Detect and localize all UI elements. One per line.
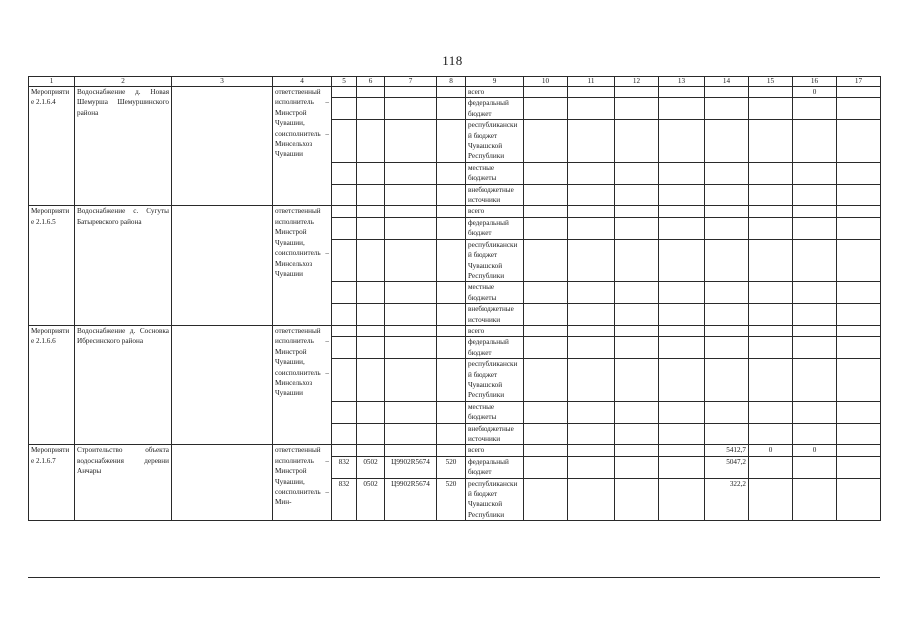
empty-cell — [568, 282, 615, 304]
empty-cell — [524, 98, 568, 120]
empty-cell — [385, 162, 437, 184]
empty-cell — [837, 325, 881, 336]
empty-cell — [749, 304, 793, 326]
empty-cell — [659, 206, 705, 217]
empty-cell — [357, 359, 385, 402]
empty-cell — [793, 162, 837, 184]
empty-cell — [837, 401, 881, 423]
empty-cell — [793, 456, 837, 478]
empty-cell — [172, 445, 273, 521]
executor-cell: ответственный исполнитель – Минстрой Чувашии, соисполнитель – Мин- — [273, 445, 332, 521]
value-cell: 5412,7 — [705, 445, 749, 456]
empty-cell — [659, 337, 705, 359]
empty-cell — [705, 120, 749, 163]
empty-cell — [385, 304, 437, 326]
empty-cell — [568, 87, 615, 98]
empty-cell — [793, 98, 837, 120]
empty-cell — [705, 184, 749, 206]
source-cell: федеральный бюджет — [466, 98, 524, 120]
empty-cell — [749, 87, 793, 98]
empty-cell — [385, 445, 437, 456]
empty-cell — [837, 184, 881, 206]
empty-cell — [615, 401, 659, 423]
empty-cell — [568, 359, 615, 402]
empty-cell — [568, 337, 615, 359]
empty-cell — [568, 456, 615, 478]
empty-cell — [357, 87, 385, 98]
empty-cell — [615, 478, 659, 521]
empty-cell — [615, 325, 659, 336]
col-header-3: 3 — [172, 77, 273, 87]
empty-cell — [357, 120, 385, 163]
empty-cell — [705, 162, 749, 184]
value-cell: 5047,2 — [705, 456, 749, 478]
empty-cell — [749, 120, 793, 163]
empty-cell — [705, 325, 749, 336]
empty-cell — [172, 325, 273, 444]
empty-cell — [332, 337, 357, 359]
value-cell: 0 — [793, 87, 837, 98]
empty-cell — [615, 337, 659, 359]
empty-cell — [437, 162, 466, 184]
empty-cell — [524, 184, 568, 206]
empty-cell — [793, 304, 837, 326]
empty-cell — [659, 120, 705, 163]
empty-cell — [615, 98, 659, 120]
empty-cell — [615, 184, 659, 206]
empty-cell — [793, 282, 837, 304]
empty-cell — [793, 184, 837, 206]
empty-cell — [705, 401, 749, 423]
empty-cell — [437, 401, 466, 423]
empty-cell — [332, 239, 357, 282]
source-cell: всего — [466, 206, 524, 217]
empty-cell — [749, 217, 793, 239]
source-cell: местные бюджеты — [466, 401, 524, 423]
executor-cell: ответственный исполнитель Минстрой Чувашии, соисполнитель – Минсельхоз Чувашии — [273, 206, 332, 325]
table-row — [29, 206, 881, 217]
empty-cell — [437, 184, 466, 206]
empty-cell — [793, 401, 837, 423]
empty-cell — [749, 98, 793, 120]
empty-cell — [749, 401, 793, 423]
table-row — [29, 445, 881, 456]
source-cell: всего — [466, 325, 524, 336]
table-row — [29, 325, 881, 336]
measure-cell: Мероприятие 2.1.6.4 — [29, 87, 75, 206]
empty-cell — [837, 217, 881, 239]
empty-cell — [568, 401, 615, 423]
empty-cell — [659, 217, 705, 239]
empty-cell — [568, 478, 615, 521]
col-header-2: 2 — [75, 77, 172, 87]
measure-name-cell: Строительство объекта водоснабжения деревни Анчары — [75, 445, 172, 521]
measure-cell: Мероприятие 2.1.6.6 — [29, 325, 75, 444]
empty-cell — [659, 98, 705, 120]
empty-cell — [332, 162, 357, 184]
empty-cell — [524, 337, 568, 359]
empty-cell — [659, 162, 705, 184]
empty-cell — [332, 359, 357, 402]
empty-cell — [659, 304, 705, 326]
code-cell: 0502 — [357, 478, 385, 521]
empty-cell — [385, 206, 437, 217]
empty-cell — [837, 304, 881, 326]
empty-cell — [837, 478, 881, 521]
empty-cell — [172, 87, 273, 206]
empty-cell — [332, 423, 357, 445]
empty-cell — [172, 206, 273, 325]
empty-cell — [615, 239, 659, 282]
empty-cell — [659, 87, 705, 98]
empty-cell — [659, 478, 705, 521]
executor-cell: ответственный исполнитель – Минстрой Чувашии, соисполнитель – Минсельхоз Чувашии — [273, 325, 332, 444]
empty-cell — [357, 423, 385, 445]
empty-cell — [615, 456, 659, 478]
empty-cell — [357, 206, 385, 217]
empty-cell — [705, 359, 749, 402]
empty-cell — [615, 87, 659, 98]
empty-cell — [749, 162, 793, 184]
empty-cell — [749, 282, 793, 304]
empty-cell — [659, 282, 705, 304]
measure-name-cell: Водоснабжение д. Новая Шемурша Шемуршинского района — [75, 87, 172, 206]
empty-cell — [705, 282, 749, 304]
empty-cell — [437, 206, 466, 217]
code-cell: 0502 — [357, 456, 385, 478]
col-header-7: 7 — [385, 77, 437, 87]
source-cell: республиканский бюджет Чувашской Республики — [466, 239, 524, 282]
source-cell: внебюджетные источники — [466, 304, 524, 326]
empty-cell — [437, 304, 466, 326]
empty-cell — [524, 423, 568, 445]
empty-cell — [332, 325, 357, 336]
col-header-17: 17 — [837, 77, 881, 87]
empty-cell — [615, 282, 659, 304]
measure-name-cell: Водоснабжение с. Сугуты Батыревского района — [75, 206, 172, 325]
empty-cell — [615, 304, 659, 326]
empty-cell — [659, 456, 705, 478]
col-header-12: 12 — [615, 77, 659, 87]
empty-cell — [705, 304, 749, 326]
empty-cell — [659, 423, 705, 445]
empty-cell — [749, 478, 793, 521]
code-cell: 520 — [437, 456, 466, 478]
empty-cell — [524, 206, 568, 217]
empty-cell — [437, 423, 466, 445]
col-header-13: 13 — [659, 77, 705, 87]
empty-cell — [568, 162, 615, 184]
empty-cell — [837, 445, 881, 456]
empty-cell — [385, 87, 437, 98]
empty-cell — [705, 98, 749, 120]
empty-cell — [332, 98, 357, 120]
empty-cell — [332, 282, 357, 304]
code-cell: Ц9902R5674 — [385, 478, 437, 521]
empty-cell — [568, 304, 615, 326]
empty-cell — [568, 206, 615, 217]
budget-table — [28, 76, 881, 521]
empty-cell — [749, 184, 793, 206]
empty-cell — [749, 239, 793, 282]
empty-cell — [332, 401, 357, 423]
empty-cell — [524, 304, 568, 326]
empty-cell — [524, 325, 568, 336]
col-header-6: 6 — [357, 77, 385, 87]
empty-cell — [793, 478, 837, 521]
empty-cell — [793, 325, 837, 336]
empty-cell — [793, 206, 837, 217]
page-number: 118 — [442, 53, 463, 68]
empty-cell — [437, 98, 466, 120]
empty-cell — [659, 325, 705, 336]
empty-cell — [357, 239, 385, 282]
empty-cell — [524, 401, 568, 423]
measure-cell: Мероприятие 2.1.6.5 — [29, 206, 75, 325]
empty-cell — [332, 120, 357, 163]
empty-cell — [332, 217, 357, 239]
empty-cell — [615, 162, 659, 184]
empty-cell — [615, 217, 659, 239]
empty-cell — [385, 325, 437, 336]
source-cell: внебюджетные источники — [466, 423, 524, 445]
empty-cell — [568, 217, 615, 239]
col-header-1: 1 — [29, 77, 75, 87]
empty-cell — [524, 445, 568, 456]
empty-cell — [357, 217, 385, 239]
empty-cell — [385, 359, 437, 402]
empty-cell — [749, 206, 793, 217]
col-header-14: 14 — [705, 77, 749, 87]
measure-name-cell: Водоснабжение д. Сосновка Ибресинского района — [75, 325, 172, 444]
empty-cell — [437, 445, 466, 456]
empty-cell — [385, 120, 437, 163]
empty-cell — [749, 337, 793, 359]
empty-cell — [357, 325, 385, 336]
empty-cell — [357, 337, 385, 359]
source-cell: местные бюджеты — [466, 162, 524, 184]
empty-cell — [332, 445, 357, 456]
empty-cell — [385, 98, 437, 120]
empty-cell — [357, 445, 385, 456]
empty-cell — [837, 359, 881, 402]
col-header-10: 10 — [524, 77, 568, 87]
col-header-11: 11 — [568, 77, 615, 87]
empty-cell — [524, 456, 568, 478]
empty-cell — [837, 87, 881, 98]
empty-cell — [524, 162, 568, 184]
empty-cell — [615, 423, 659, 445]
empty-cell — [357, 162, 385, 184]
empty-cell — [385, 423, 437, 445]
empty-cell — [437, 217, 466, 239]
source-cell: республиканский бюджет Чувашской Республики — [466, 120, 524, 163]
empty-cell — [524, 478, 568, 521]
empty-cell — [332, 87, 357, 98]
empty-cell — [749, 325, 793, 336]
source-cell: всего — [466, 445, 524, 456]
empty-cell — [615, 359, 659, 402]
empty-cell — [659, 239, 705, 282]
empty-cell — [793, 337, 837, 359]
source-cell: внебюджетные источники — [466, 184, 524, 206]
empty-cell — [615, 120, 659, 163]
empty-cell — [705, 87, 749, 98]
table-row — [29, 87, 881, 98]
source-cell: всего — [466, 87, 524, 98]
empty-cell — [437, 359, 466, 402]
col-header-4: 4 — [273, 77, 332, 87]
empty-cell — [659, 445, 705, 456]
source-cell: республиканский бюджет Чувашской Республики — [466, 359, 524, 402]
empty-cell — [524, 120, 568, 163]
empty-cell — [705, 239, 749, 282]
empty-cell — [659, 359, 705, 402]
source-cell: федеральный бюджет — [466, 456, 524, 478]
empty-cell — [837, 282, 881, 304]
empty-cell — [837, 239, 881, 282]
empty-cell — [332, 206, 357, 217]
empty-cell — [357, 401, 385, 423]
empty-cell — [837, 98, 881, 120]
empty-cell — [385, 337, 437, 359]
empty-cell — [357, 98, 385, 120]
empty-cell — [568, 325, 615, 336]
value-cell: 322,2 — [705, 478, 749, 521]
executor-cell: ответственный исполнитель – Минстрой Чувашии, соисполнитель – Минсельхоз Чувашии — [273, 87, 332, 206]
empty-cell — [793, 120, 837, 163]
empty-cell — [385, 239, 437, 282]
empty-cell — [357, 282, 385, 304]
code-cell: 832 — [332, 456, 357, 478]
source-cell: республиканский бюджет Чувашской Республики — [466, 478, 524, 521]
empty-cell — [568, 423, 615, 445]
empty-cell — [568, 120, 615, 163]
empty-cell — [437, 337, 466, 359]
empty-cell — [524, 282, 568, 304]
empty-cell — [568, 98, 615, 120]
empty-cell — [749, 423, 793, 445]
col-header-5: 5 — [332, 77, 357, 87]
col-header-15: 15 — [749, 77, 793, 87]
empty-cell — [705, 206, 749, 217]
empty-cell — [705, 423, 749, 445]
empty-cell — [793, 423, 837, 445]
empty-cell — [437, 239, 466, 282]
empty-cell — [837, 456, 881, 478]
source-cell: местные бюджеты — [466, 282, 524, 304]
col-header-8: 8 — [437, 77, 466, 87]
source-cell: федеральный бюджет — [466, 217, 524, 239]
empty-cell — [749, 456, 793, 478]
empty-cell — [568, 445, 615, 456]
empty-cell — [524, 217, 568, 239]
value-cell: 0 — [793, 445, 837, 456]
empty-cell — [385, 401, 437, 423]
empty-cell — [437, 325, 466, 336]
col-header-16: 16 — [793, 77, 837, 87]
empty-cell — [385, 282, 437, 304]
col-header-9: 9 — [466, 77, 524, 87]
empty-cell — [385, 217, 437, 239]
empty-cell — [837, 337, 881, 359]
empty-cell — [332, 184, 357, 206]
empty-cell — [524, 239, 568, 282]
empty-cell — [837, 206, 881, 217]
empty-cell — [837, 423, 881, 445]
empty-cell — [332, 304, 357, 326]
empty-cell — [705, 337, 749, 359]
empty-cell — [615, 206, 659, 217]
value-cell: 0 — [749, 445, 793, 456]
empty-cell — [568, 184, 615, 206]
code-cell: 520 — [437, 478, 466, 521]
measure-cell: Мероприятие 2.1.6.7 — [29, 445, 75, 521]
empty-cell — [705, 217, 749, 239]
source-cell: федеральный бюджет — [466, 337, 524, 359]
table-bottom-rule — [28, 577, 880, 578]
code-cell: Ц9902R5674 — [385, 456, 437, 478]
empty-cell — [357, 184, 385, 206]
empty-cell — [793, 239, 837, 282]
empty-cell — [437, 120, 466, 163]
empty-cell — [524, 359, 568, 402]
empty-cell — [793, 217, 837, 239]
empty-cell — [837, 120, 881, 163]
empty-cell — [385, 184, 437, 206]
empty-cell — [524, 87, 568, 98]
empty-cell — [837, 162, 881, 184]
empty-cell — [437, 282, 466, 304]
empty-cell — [615, 445, 659, 456]
code-cell: 832 — [332, 478, 357, 521]
empty-cell — [793, 359, 837, 402]
empty-cell — [749, 359, 793, 402]
empty-cell — [659, 184, 705, 206]
column-number-row — [29, 77, 881, 87]
empty-cell — [659, 401, 705, 423]
empty-cell — [568, 239, 615, 282]
empty-cell — [357, 304, 385, 326]
empty-cell — [437, 87, 466, 98]
